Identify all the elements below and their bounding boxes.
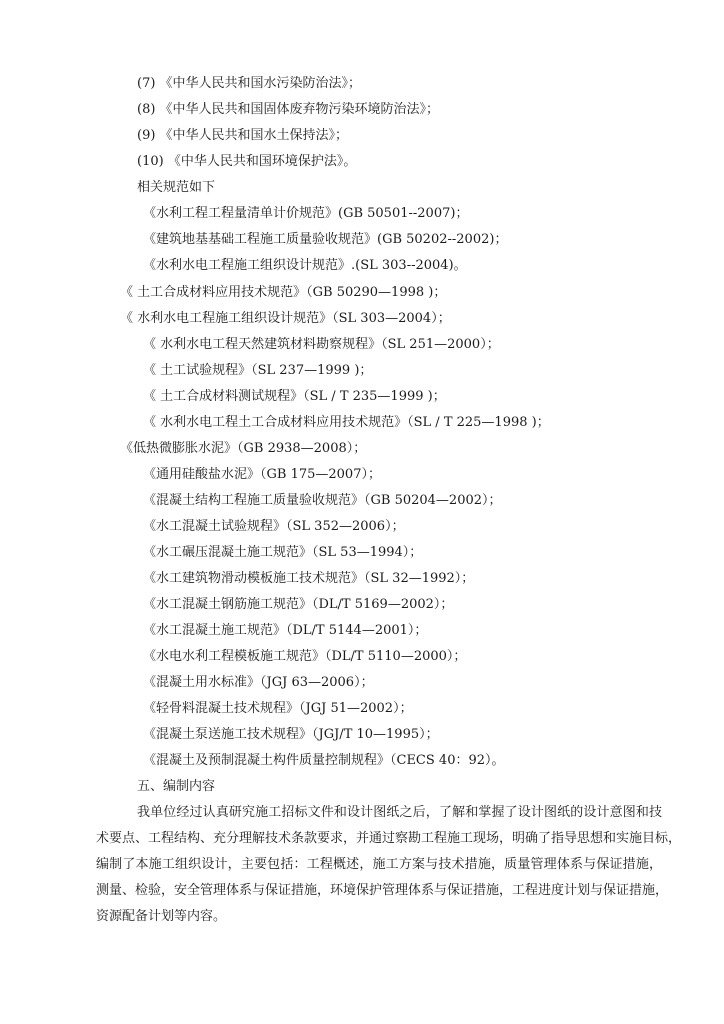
standards-heading: 相关规范如下 [137, 180, 216, 195]
standard-item: 《水工建筑物滑动模板施工技术规范》（SL 32—1992）； [143, 571, 475, 586]
standard-item: 《 土工合成材料测试规程》（SL / T 235—1999 )； [143, 389, 446, 404]
standard-item: 《水工混凝土钢筋施工规范》（DL/T 5169—2002）； [143, 597, 454, 612]
standard-item: 《轻骨料混凝土技术规程》（JGJ 51—2002）； [143, 701, 413, 716]
standard-item: 《水利工程工程量清单计价规范》(GB 50501--2007)； [143, 206, 469, 221]
standard-item: 《 水利水电工程天然建筑材料勘察规程》（SL 251—2000）； [143, 337, 500, 352]
standard-item: 《混凝土结构工程施工质量验收规范》（GB 50204—2002）； [143, 493, 502, 508]
standard-item: 《水利水电工程施工组织设计规范》.(SL 303--2004)。 [143, 258, 467, 273]
standard-item: 《 土工试验规程》（SL 237—1999 )； [143, 363, 373, 378]
law-item: (9) 《中华人民共和国水土保持法》； [137, 128, 349, 143]
standard-item: 《水工碾压混凝土施工规范》（SL 53—1994）； [143, 545, 423, 560]
paragraph-line: 测量、检验，安全管理体系与保证措施，环境保护管理体系与保证措施，工程进度计划与保证措施， [96, 883, 669, 898]
law-item: (7) 《中华人民共和国水污染防治法》； [137, 76, 362, 91]
standard-item: 《建筑地基基础工程施工质量验收规范》(GB 50202--2002)； [143, 232, 508, 247]
standard-item: 《混凝土及预制混凝土构件质量控制规程》（CECS 40：92）。 [143, 753, 505, 768]
standard-item: 《低热微膨胀水泥》（GB 2938—2008）； [120, 441, 367, 456]
standard-item: 《水工混凝土试验规程》（SL 352—2006）； [143, 519, 405, 534]
paragraph-line: 我单位经过认真研究施工招标文件和设计图纸之后，了解和掌握了设计图纸的设计意图和技 [137, 805, 662, 820]
section-heading: 五、编制内容 [137, 779, 216, 794]
standard-item: 《通用硅酸盐水泥》（GB 175—2007）； [143, 467, 381, 482]
standard-item: 《 土工合成材料应用技术规范》（GB 50290—1998 )； [120, 285, 447, 300]
law-item: (10) 《中华人民共和国环境保护法》。 [137, 154, 357, 169]
paragraph-line: 编制了本施工组织设计，主要包括：工程概述，施工方案与技术措施，质量管理体系与保证措施， [96, 857, 662, 872]
standard-item: 《水电水利工程模板施工规范》（DL/T 5110—2000）； [143, 649, 467, 664]
standard-item: 《水工混凝土施工规范》（DL/T 5144—2001）； [143, 623, 428, 638]
standard-item: 《 水利水电工程土工合成材料应用技术规范》（SL / T 225—1998 )； [143, 415, 550, 430]
paragraph-line: 术要点、工程结构、充分理解技术条款要求，并通过察勘工程施工现场，明确了指导思想和实施目标， [96, 831, 682, 846]
standard-item: 《混凝土泵送施工技术规程》（JGJ/T 10—1995）； [143, 727, 439, 742]
law-item: (8) 《中华人民共和国固体废弃物污染环境防治法》； [137, 102, 440, 117]
standard-item: 《混凝土用水标准》（JGJ 63—2006）； [143, 675, 374, 690]
paragraph-line: 资源配备计划等内容。 [96, 909, 227, 924]
standard-item: 《 水利水电工程施工组织设计规范》（SL 303—2004）； [120, 311, 451, 326]
